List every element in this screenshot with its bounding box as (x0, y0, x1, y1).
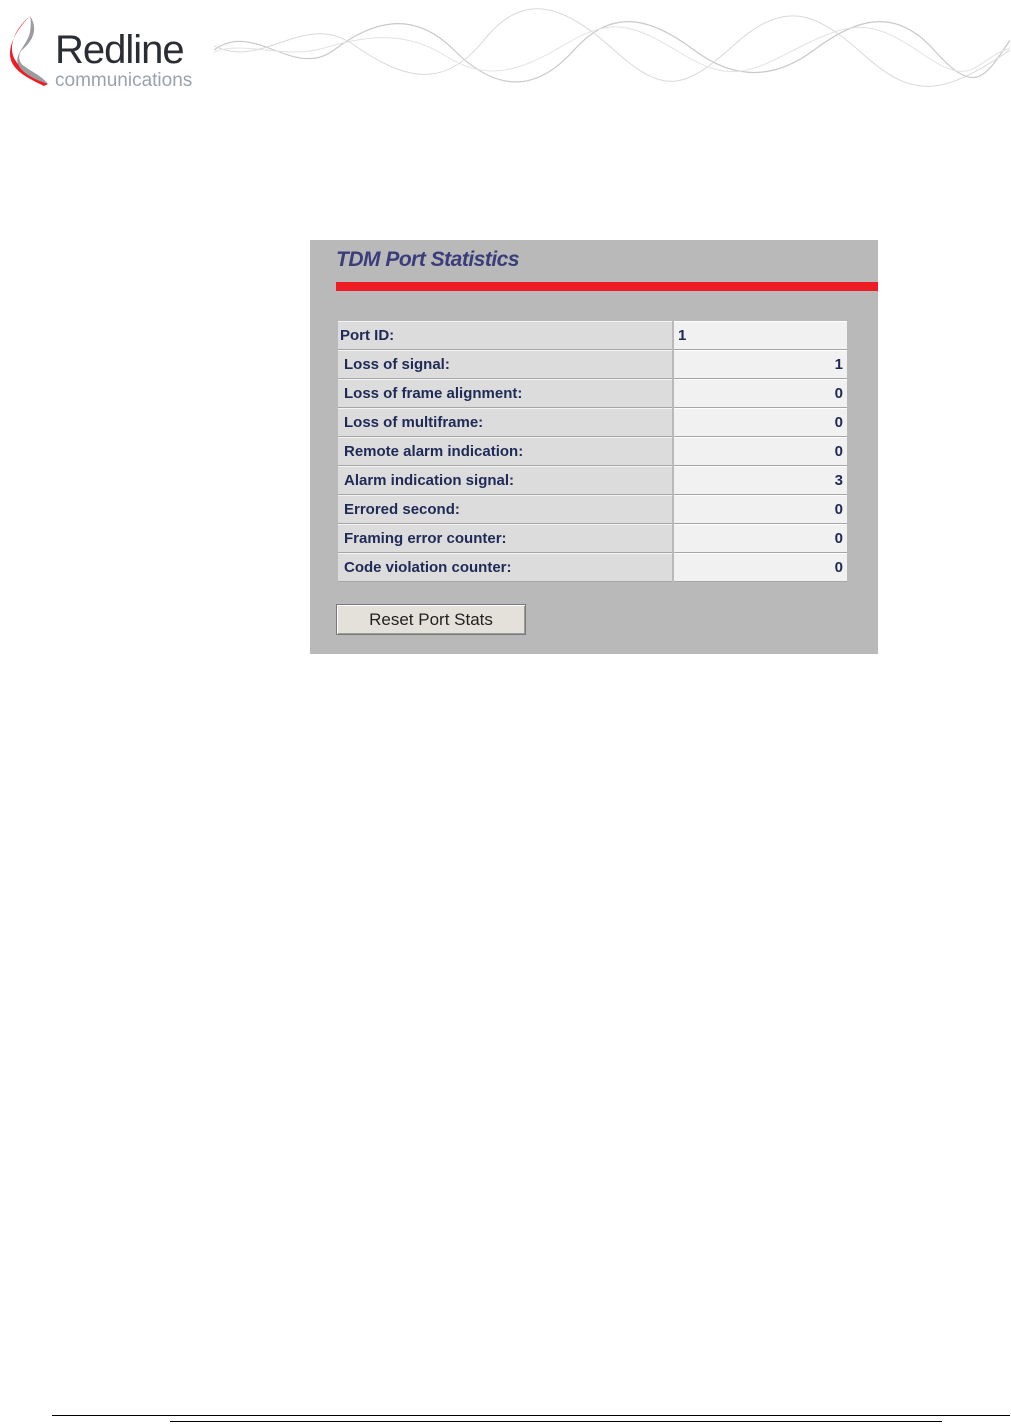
stat-label: Framing error counter: (338, 524, 672, 553)
table-row (338, 524, 851, 553)
panel-title: TDM Port Statistics (336, 248, 520, 271)
stat-value: 0 (674, 553, 847, 582)
title-divider (336, 282, 878, 291)
stats-table (338, 321, 851, 582)
table-row (338, 466, 851, 495)
header-wave-graphic (214, 0, 1010, 100)
footer-rule (52, 1415, 1010, 1416)
table-row (338, 437, 851, 466)
table-row (338, 408, 851, 437)
stat-value: 0 (674, 495, 847, 524)
table-row (338, 553, 851, 582)
brand-name: Redline (55, 28, 184, 72)
stat-label: Port ID: (338, 321, 672, 350)
table-row (338, 321, 851, 350)
table-row (338, 379, 851, 408)
stat-label: Alarm indication signal: (338, 466, 672, 495)
stat-label: Loss of frame alignment: (338, 379, 672, 408)
stat-label: Remote alarm indication: (338, 437, 672, 466)
stat-value: 0 (674, 524, 847, 553)
table-row (338, 495, 851, 524)
stat-value: 1 (674, 350, 847, 379)
tdm-port-statistics-panel (310, 240, 878, 654)
stat-value: 0 (674, 437, 847, 466)
table-row (338, 350, 851, 379)
redline-logo-mark-icon (8, 14, 52, 90)
stat-label: Loss of signal: (338, 350, 672, 379)
stat-value: 1 (674, 321, 847, 350)
brand-tagline: communications (55, 70, 193, 91)
redline-logo (8, 14, 218, 90)
footer-rule-inner (170, 1421, 942, 1422)
stat-label: Errored second: (338, 495, 672, 524)
reset-port-stats-button[interactable]: Reset Port Stats (336, 604, 526, 635)
stat-value: 0 (674, 408, 847, 437)
stat-label: Loss of multiframe: (338, 408, 672, 437)
stat-value: 0 (674, 379, 847, 408)
stat-label: Code violation counter: (338, 553, 672, 582)
stat-value: 3 (674, 466, 847, 495)
